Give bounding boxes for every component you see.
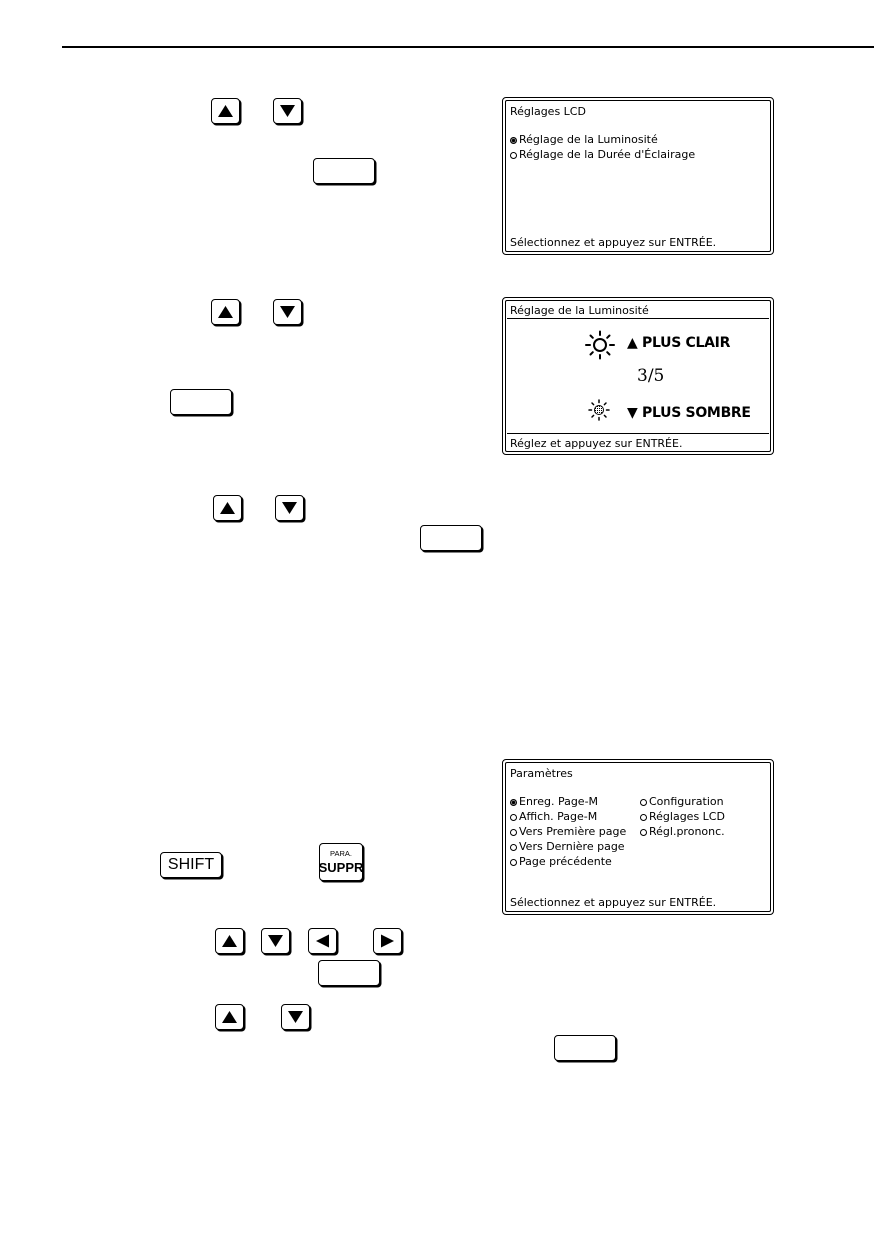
lcd-settings-screen <box>502 97 774 255</box>
screen-title: Réglages LCD <box>510 105 586 118</box>
radio-unselected-icon <box>510 859 517 866</box>
down-triangle-icon <box>281 501 298 515</box>
screen-footer: Sélectionnez et appuyez sur ENTRÉE. <box>510 236 717 249</box>
screen-footer: Réglez et appuyez sur ENTRÉE. <box>510 437 683 450</box>
left-triangle-icon <box>314 934 331 948</box>
option-previous-page: Page précédente <box>510 856 612 867</box>
screen-title: Réglage de la Luminosité <box>510 304 649 317</box>
para-label: PARA. <box>330 849 352 859</box>
up-triangle-icon <box>221 934 238 948</box>
up-arrow-key <box>211 299 240 325</box>
dim-sun-icon <box>587 398 611 422</box>
radio-unselected-icon <box>640 829 647 836</box>
right-triangle-icon <box>379 934 396 948</box>
option-configuration: Configuration <box>640 796 724 807</box>
down-arrow-key <box>281 1004 310 1030</box>
brighter-label: ▲ PLUS CLAIR <box>627 335 731 351</box>
radio-selected-icon <box>510 799 517 806</box>
bright-sun-icon <box>583 330 617 360</box>
up-arrow-key <box>215 928 244 954</box>
suppr-para-key <box>319 843 363 881</box>
up-arrow-key <box>213 495 242 521</box>
option-lcd-settings: Réglages LCD <box>640 811 725 822</box>
right-arrow-key <box>373 928 402 954</box>
option-first-page: Vers Première page <box>510 826 626 837</box>
radio-unselected-icon <box>510 829 517 836</box>
screen-title: Paramètres <box>510 767 573 780</box>
down-arrow-key <box>261 928 290 954</box>
radio-selected-icon <box>510 137 517 144</box>
down-triangle-icon <box>267 934 284 948</box>
lcd-brightness-screen <box>502 297 774 455</box>
screen-footer: Sélectionnez et appuyez sur ENTRÉE. <box>510 896 717 909</box>
up-arrow-key <box>215 1004 244 1030</box>
up-arrow-key <box>211 98 240 124</box>
option-show-page-m: Affich. Page-M <box>510 811 597 822</box>
left-arrow-key <box>308 928 337 954</box>
down-arrow-key <box>273 98 302 124</box>
radio-unselected-icon <box>510 152 517 159</box>
up-triangle-icon <box>217 104 234 118</box>
brightness-level: 3/5 <box>637 366 665 386</box>
suppr-label: SUPPR <box>318 859 364 875</box>
up-triangle-icon <box>217 305 234 319</box>
option-save-page-m: Enreg. Page-M <box>510 796 598 807</box>
enter-key <box>420 525 482 551</box>
radio-unselected-icon <box>640 799 647 806</box>
lcd-parameters-screen <box>502 759 774 915</box>
down-triangle-icon <box>279 104 296 118</box>
radio-unselected-icon <box>510 844 517 851</box>
option-light-duration: Réglage de la Durée d'Éclairage <box>510 149 695 160</box>
option-pronunciation: Régl.prononc. <box>640 826 725 837</box>
title-divider <box>507 318 769 319</box>
option-brightness: Réglage de la Luminosité <box>510 134 658 145</box>
enter-key <box>318 960 380 986</box>
up-triangle-icon <box>219 501 236 515</box>
shift-key: SHIFT <box>160 852 222 878</box>
down-arrow-key <box>275 495 304 521</box>
enter-key <box>554 1035 616 1061</box>
header-rule <box>62 46 874 48</box>
option-last-page: Vers Dernière page <box>510 841 625 852</box>
down-triangle-icon <box>279 305 296 319</box>
radio-unselected-icon <box>510 814 517 821</box>
radio-unselected-icon <box>640 814 647 821</box>
darker-label: ▼ PLUS SOMBRE <box>627 405 751 421</box>
up-triangle-icon <box>221 1010 238 1024</box>
footer-divider <box>507 433 769 434</box>
enter-key <box>170 389 232 415</box>
down-triangle-icon <box>287 1010 304 1024</box>
enter-key <box>313 158 375 184</box>
down-arrow-key <box>273 299 302 325</box>
